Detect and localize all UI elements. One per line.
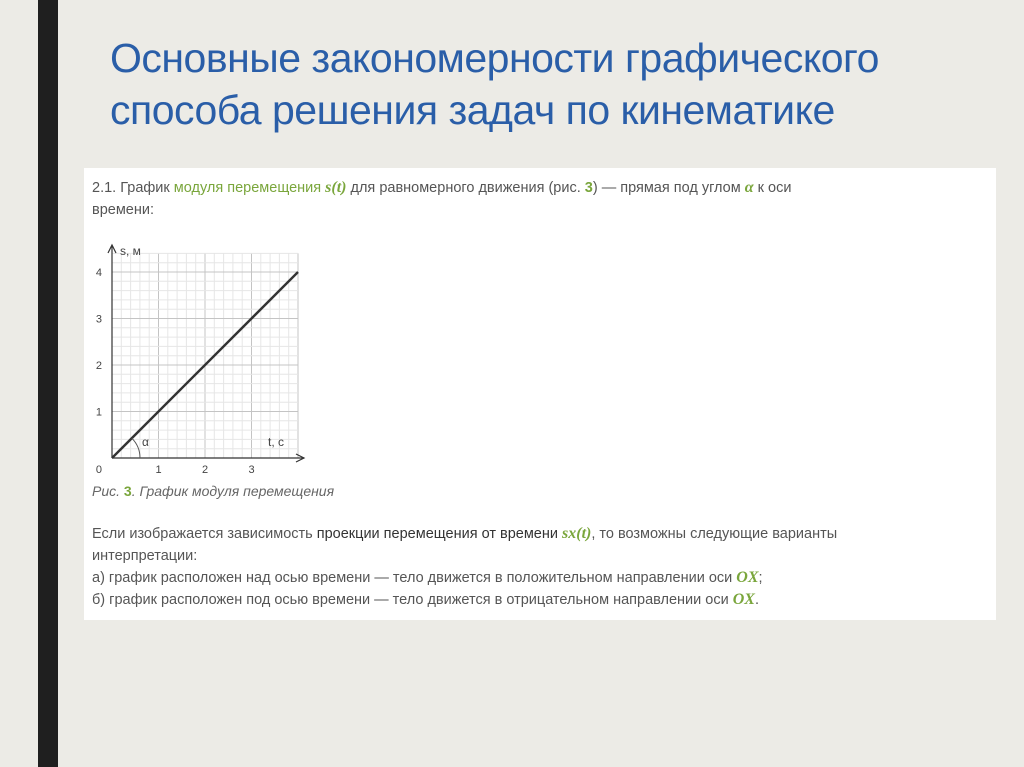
slide-title <box>110 32 990 136</box>
projection-displacement-term: проекции перемещения от времени <box>316 526 558 542</box>
y-tick-label: 2 <box>95 360 102 372</box>
chart-labels <box>96 244 284 476</box>
origin-label: 0 <box>95 464 102 476</box>
math-alpha: α <box>744 179 754 196</box>
section-text-c: ) — прямая под углом <box>592 180 745 196</box>
math-sx-t: sx(t) <box>562 525 592 542</box>
interp-text-a: Если изображается зависимость <box>92 526 317 542</box>
section-text-b: для равномерного движения (рис. <box>346 180 585 196</box>
interpretation-line-3 <box>92 568 763 588</box>
interpretation-line-2: интерпретации: <box>92 548 198 564</box>
y-tick-label: 3 <box>95 313 102 326</box>
y-axis-label: s, м <box>120 244 141 258</box>
section-line-2: времени: <box>92 202 155 218</box>
interp-text-c: , то возможны следующие варианты <box>591 526 838 542</box>
math-ox-a: OX <box>736 569 759 586</box>
title-line-2: способа решения задач по кинематике <box>110 87 835 133</box>
interp-a-end: ; <box>758 570 763 586</box>
angle-label: α <box>142 435 149 449</box>
interpretation-line-1 <box>92 524 837 544</box>
chart-grid <box>112 253 298 458</box>
section-text-a: 2.1. График <box>92 180 174 196</box>
displacement-module-link[interactable]: модуля перемещения <box>173 180 322 196</box>
y-tick-label: 1 <box>95 406 102 419</box>
x-tick-label: 1 <box>155 464 162 476</box>
figure-caption <box>92 481 334 501</box>
interpretation-line-4 <box>92 590 759 610</box>
x-axis-label: t, c <box>268 435 285 449</box>
displacement-chart <box>90 240 314 476</box>
interp-a-text: а) график расположен над осью времени — тело движется в положительном направлении оси <box>92 570 737 586</box>
caption-text: . График модуля перемещения <box>131 483 335 499</box>
caption-ref: 3 <box>123 483 132 499</box>
math-ox-b: OX <box>732 591 755 608</box>
y-tick-label: 4 <box>95 267 102 279</box>
figure-ref-link[interactable]: 3 <box>584 180 593 196</box>
chart-axes <box>108 245 304 462</box>
caption-prefix: Рис. <box>92 483 124 499</box>
section-text-d: к оси <box>753 180 792 196</box>
math-s-t: s(t) <box>325 179 347 196</box>
x-tick-label: 2 <box>201 464 209 476</box>
accent-bar <box>38 0 58 767</box>
section-line-1 <box>92 178 791 198</box>
x-tick-label: 3 <box>248 464 255 476</box>
interp-b-text: б) график расположен под осью времени — тело движется в отрицательном направлении оси <box>92 592 733 608</box>
title-line-1: Основные закономерности графического <box>110 35 879 81</box>
angle-arc <box>132 438 140 458</box>
content-card <box>84 168 996 620</box>
interp-b-end: . <box>754 592 759 608</box>
